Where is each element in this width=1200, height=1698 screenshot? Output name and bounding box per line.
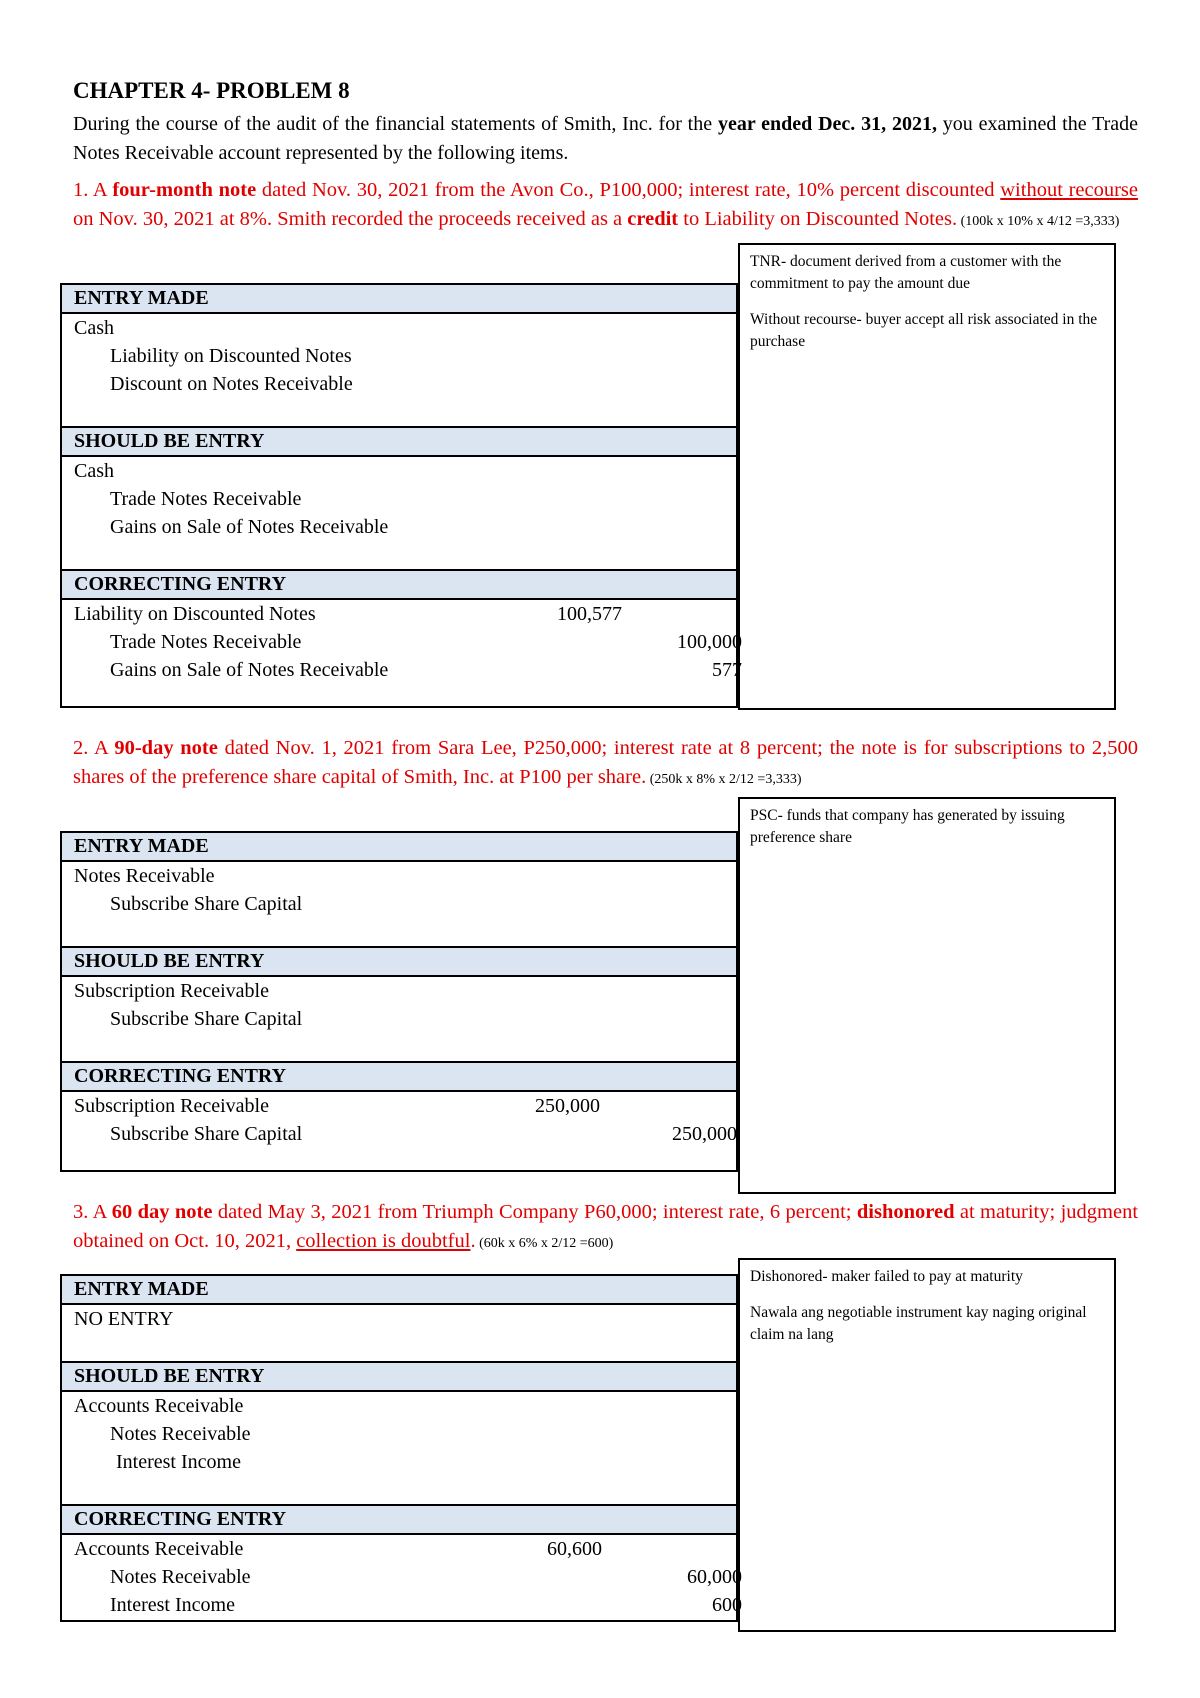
correcting-entry-header: CORRECTING ENTRY	[62, 1061, 736, 1092]
p3-text-d: at maturity; judgment obtained on Oct. 10, 2021,	[73, 1201, 1139, 1252]
account-line: Trade Notes Receivable	[110, 631, 302, 653]
account-line: Subscribe Share Capital	[110, 1008, 303, 1030]
problem-1-text	[73, 176, 1138, 236]
problem-3-notes	[738, 1258, 1116, 1632]
credit-amount: 577	[712, 659, 742, 681]
account-line: Subscribe Share Capital	[110, 893, 303, 915]
account-line: NO ENTRY	[74, 1308, 174, 1330]
account-line: Interest Income	[110, 1594, 235, 1616]
p3-text-a: 3. A	[73, 1201, 112, 1223]
p2-text-c: dated Nov. 1, 2021 from Sara Lee, P250,000; interest rate at 8 percent; the note is for subscriptions to 2,500 shares of the preference share capital of Smith, Inc. at P100 per share.	[73, 737, 1138, 788]
correcting-entry-header: CORRECTING ENTRY	[62, 1504, 736, 1535]
correcting-entry-header: CORRECTING ENTRY	[62, 569, 736, 600]
intro-bold: year ended Dec. 31, 2021,	[717, 113, 937, 135]
account-line: Interest Income	[116, 1451, 241, 1473]
page-title: CHAPTER 4- PROBLEM 8	[73, 78, 350, 103]
account-line: Cash	[74, 317, 114, 339]
note-text: Nawala ang negotiable instrument kay naging original claim na lang	[750, 1304, 1087, 1343]
problem-2-text	[73, 734, 1138, 794]
p1-text-e: to Liability on Discounted Notes.	[678, 208, 958, 230]
p3-bold-2: dishonored	[856, 1201, 955, 1223]
p1-text-d: on Nov. 30, 2021 at 8%. Smith recorded the proceeds received as a	[73, 208, 628, 230]
p1-calc: (100k x 10% x 4/12 =3,333)	[957, 214, 1120, 229]
should-be-entry-body	[62, 977, 736, 1061]
intro-paragraph	[73, 110, 1138, 168]
should-be-entry-header: SHOULD BE ENTRY	[62, 426, 736, 457]
p1-bold-1: four-month note	[112, 179, 257, 201]
account-line: Liability on Discounted Notes	[74, 603, 316, 625]
p1-text-c: dated Nov. 30, 2021 from the Avon Co., P100,000; interest rate, 10% percent discounted	[256, 179, 1001, 201]
problem-2-notes	[738, 797, 1116, 1194]
account-line: Gains on Sale of Notes Receivable	[110, 516, 389, 538]
account-line: Subscribe Share Capital	[110, 1123, 303, 1145]
correcting-entry-body	[62, 600, 742, 710]
entry-made-header: ENTRY MADE	[62, 833, 736, 862]
note-text: Dishonored- maker failed to pay at maturity	[750, 1268, 1023, 1285]
p3-bold-1: 60 day note	[111, 1201, 213, 1223]
p2-calc: (250k x 8% x 2/12 =3,333)	[646, 772, 802, 787]
note-text: PSC- funds that company has generated by issuing preference share	[750, 807, 1065, 846]
credit-amount: 60,000	[687, 1566, 742, 1588]
problem-1-table	[60, 283, 742, 708]
problem-2-table	[60, 831, 738, 1172]
p1-bold-2: credit	[627, 208, 679, 230]
entry-made-body	[62, 1305, 736, 1361]
p3-text-e: .	[470, 1230, 476, 1252]
should-be-entry-body	[62, 457, 736, 569]
p3-underline: collection is doubtful	[296, 1230, 471, 1252]
intro-text-1: During the course of the audit of the financial statements of Smith, Inc. for the	[73, 113, 718, 135]
account-line: Trade Notes Receivable	[110, 488, 302, 510]
problem-3-table	[60, 1274, 742, 1622]
problem-3-text	[73, 1198, 1138, 1258]
entry-made-header: ENTRY MADE	[62, 1276, 736, 1305]
intro-text-2: you examined the Trade Notes Receivable account represented by the following items.	[73, 113, 1139, 164]
account-line: Accounts Receivable	[74, 1538, 244, 1560]
account-line: Liability on Discounted Notes	[110, 345, 352, 367]
account-line: Accounts Receivable	[74, 1395, 244, 1417]
should-be-entry-header: SHOULD BE ENTRY	[62, 946, 736, 977]
note-text: TNR- document derived from a customer with the commitment to pay the amount due	[750, 253, 1062, 292]
p2-bold-1: 90-day note	[114, 737, 218, 759]
account-line: Subscription Receivable	[74, 1095, 269, 1117]
debit-amount: 60,600	[547, 1538, 602, 1560]
account-line: Subscription Receivable	[74, 980, 269, 1002]
entry-made-header: ENTRY MADE	[62, 285, 736, 314]
credit-amount: 250,000	[672, 1123, 737, 1145]
debit-amount: 250,000	[535, 1095, 600, 1117]
account-line: Gains on Sale of Notes Receivable	[110, 659, 389, 681]
p1-underline: without recourse	[1000, 179, 1139, 201]
entry-made-body	[62, 862, 736, 946]
p1-text-a: 1. A	[73, 179, 113, 201]
credit-amount: 600	[712, 1594, 742, 1616]
correcting-entry-body	[62, 1092, 736, 1172]
account-line: Notes Receivable	[74, 865, 215, 887]
p3-text-c: dated May 3, 2021 from Triumph Company P60,000; interest rate, 6 percent;	[212, 1201, 857, 1223]
should-be-entry-body	[62, 1392, 736, 1504]
account-line: Discount on Notes Receivable	[110, 373, 353, 395]
entry-made-body	[62, 314, 736, 426]
p3-calc: (60k x 6% x 2/12 =600)	[475, 1236, 614, 1251]
problem-1-notes	[738, 243, 1116, 710]
credit-amount: 100,000	[677, 631, 742, 653]
account-line: Notes Receivable	[110, 1423, 251, 1445]
account-line: Notes Receivable	[110, 1566, 251, 1588]
debit-amount: 100,577	[557, 603, 622, 625]
should-be-entry-header: SHOULD BE ENTRY	[62, 1361, 736, 1392]
note-text: Without recourse- buyer accept all risk associated in the purchase	[750, 311, 1098, 350]
p2-text-a: 2. A	[73, 737, 115, 759]
account-line: Cash	[74, 460, 114, 482]
correcting-entry-body	[62, 1535, 742, 1621]
